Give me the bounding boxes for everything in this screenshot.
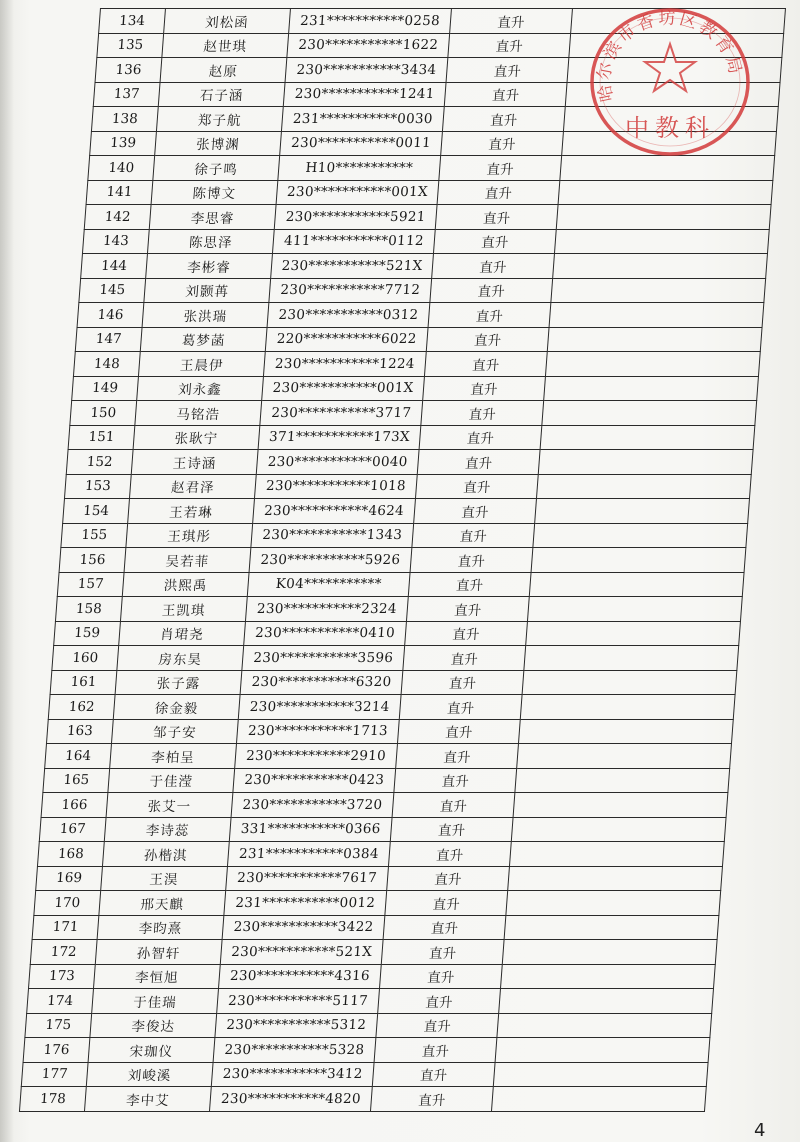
remarks-cell <box>509 842 724 867</box>
student-name-cell: 石子涵 <box>158 82 285 107</box>
table-row <box>93 82 780 107</box>
remarks-cell <box>545 352 760 377</box>
table-row <box>43 768 730 793</box>
remarks-cell <box>506 891 721 916</box>
table-row <box>54 621 741 646</box>
remarks-cell <box>499 989 714 1014</box>
id-number-cell: 230***********5921 <box>274 205 437 230</box>
id-number-cell: 230***********4316 <box>218 964 381 989</box>
admission-type-cell: 直升 <box>379 964 502 989</box>
student-name-cell: 孙楷淇 <box>102 842 229 867</box>
id-number-cell: 230***********7712 <box>269 278 432 303</box>
student-name-cell: 刘峻溪 <box>86 1062 213 1087</box>
student-name-cell: 徐子鸣 <box>153 156 280 181</box>
remarks-cell <box>569 33 784 58</box>
table-row <box>46 719 733 744</box>
student-name-cell: 葛梦菡 <box>140 327 267 352</box>
table-row <box>99 9 786 34</box>
table-row <box>27 989 714 1014</box>
id-number-cell: 230***********3422 <box>222 915 385 940</box>
admission-type-cell: 直升 <box>371 1087 494 1112</box>
student-name-cell: 张艾一 <box>106 793 233 818</box>
remarks-cell <box>522 670 737 695</box>
table-row <box>81 254 768 279</box>
stamp-center-text: 中教科 <box>625 114 715 142</box>
admission-type-cell: 直升 <box>403 646 526 671</box>
id-number-cell: 231***********0030 <box>281 107 444 132</box>
admission-type-cell: 直升 <box>426 327 549 352</box>
id-number-cell: 230***********0312 <box>267 303 430 328</box>
student-name-cell: 洪熙禹 <box>122 572 249 597</box>
table-row <box>57 572 744 597</box>
table-row <box>23 1038 710 1063</box>
student-name-cell: 李恒旭 <box>93 964 220 989</box>
student-name-cell: 张耿宁 <box>133 425 260 450</box>
student-name-cell: 马铭浩 <box>135 401 262 426</box>
id-number-cell: 230***********3434 <box>285 58 448 83</box>
student-name-cell: 宋珈仪 <box>88 1038 215 1063</box>
table-row <box>73 352 760 377</box>
table-row <box>70 401 757 426</box>
id-number-cell: 230***********1622 <box>287 33 450 58</box>
table-row <box>25 1013 712 1038</box>
table-row <box>52 646 739 671</box>
table-row <box>48 695 735 720</box>
admission-type-cell: 直升 <box>376 1013 499 1038</box>
student-name-cell: 王若琳 <box>128 499 255 524</box>
admission-type-cell: 直升 <box>378 989 501 1014</box>
admission-type-cell: 直升 <box>388 842 511 867</box>
admission-type-cell: 直升 <box>442 107 565 132</box>
stamp-ring-text: 哈尔滨市香坊区教育局 <box>594 8 746 104</box>
row-number-cell: 140 <box>88 156 155 181</box>
admission-type-cell: 直升 <box>406 597 529 622</box>
admission-type-cell: 直升 <box>383 915 506 940</box>
id-number-cell: 230***********1224 <box>263 352 426 377</box>
student-name-cell: 刘永鑫 <box>137 376 264 401</box>
admission-type-cell: 直升 <box>446 58 569 83</box>
student-name-cell: 房东昊 <box>117 646 244 671</box>
student-name-cell: 徐金毅 <box>113 695 240 720</box>
row-number-cell: 167 <box>39 817 106 842</box>
student-name-cell: 于佳滢 <box>108 768 235 793</box>
id-number-cell: 230***********3214 <box>238 695 401 720</box>
admission-type-cell: 直升 <box>387 866 510 891</box>
admission-type-cell: 直升 <box>421 401 544 426</box>
id-number-cell: H10*********** <box>278 156 441 181</box>
remarks-cell <box>527 597 742 622</box>
table-row <box>59 548 746 573</box>
student-name-cell: 于佳瑞 <box>92 989 219 1014</box>
student-name-cell: 王诗涵 <box>131 450 258 475</box>
student-roster-table <box>19 8 786 1112</box>
id-number-cell: 230***********521X <box>220 940 383 965</box>
admission-type-cell: 直升 <box>432 254 555 279</box>
row-number-cell: 157 <box>57 572 124 597</box>
id-number-cell: 230***********001X <box>276 180 439 205</box>
table-row <box>20 1087 707 1112</box>
student-name-cell: 刘颢苒 <box>144 278 271 303</box>
remarks-cell <box>538 450 753 475</box>
remarks-cell <box>533 523 748 548</box>
id-number-cell: 230***********2324 <box>245 597 408 622</box>
row-number-cell: 144 <box>81 254 148 279</box>
admission-type-cell: 直升 <box>390 817 513 842</box>
remarks-cell <box>544 376 759 401</box>
row-number-cell: 147 <box>75 327 142 352</box>
remarks-cell <box>511 817 726 842</box>
student-name-cell: 张子露 <box>115 670 242 695</box>
table-row <box>97 33 784 58</box>
row-number-cell: 149 <box>72 376 139 401</box>
table-row <box>95 58 782 83</box>
table-row <box>28 964 715 989</box>
admission-type-cell: 直升 <box>437 180 560 205</box>
row-number-cell: 176 <box>23 1038 90 1063</box>
row-number-cell: 137 <box>93 82 160 107</box>
admission-type-cell: 直升 <box>410 548 533 573</box>
remarks-cell <box>563 107 778 132</box>
id-number-cell: 331***********0366 <box>229 817 392 842</box>
admission-type-cell: 直升 <box>448 33 571 58</box>
admission-type-cell: 直升 <box>435 205 558 230</box>
student-name-cell: 王凯琪 <box>120 597 247 622</box>
table-row <box>64 474 751 499</box>
row-number-cell: 166 <box>41 793 108 818</box>
admission-type-cell: 直升 <box>450 9 573 34</box>
remarks-cell <box>542 401 757 426</box>
student-name-cell: 王琪彤 <box>126 523 253 548</box>
row-number-cell: 145 <box>79 278 146 303</box>
row-number-cell: 136 <box>95 58 162 83</box>
admission-type-cell: 直升 <box>372 1062 495 1087</box>
table-row <box>36 866 723 891</box>
admission-type-cell: 直升 <box>428 303 551 328</box>
row-number-cell: 174 <box>27 989 94 1014</box>
student-name-cell: 刘松函 <box>164 9 291 34</box>
admission-type-cell: 直升 <box>417 450 540 475</box>
student-name-cell: 李思睿 <box>149 205 276 230</box>
remarks-cell <box>518 719 733 744</box>
admission-type-cell: 直升 <box>397 719 520 744</box>
table-row <box>79 278 766 303</box>
admission-type-cell: 直升 <box>396 744 519 769</box>
id-number-cell: 230***********5117 <box>217 989 380 1014</box>
page-edge-shadow <box>0 0 14 1142</box>
student-name-cell: 李中艾 <box>85 1087 212 1112</box>
row-number-cell: 139 <box>90 131 157 156</box>
table-row <box>21 1062 708 1087</box>
remarks-cell <box>549 303 764 328</box>
admission-type-cell: 直升 <box>408 572 531 597</box>
table-row <box>77 303 764 328</box>
row-number-cell: 142 <box>84 205 151 230</box>
admission-type-cell: 直升 <box>374 1038 497 1063</box>
student-name-cell: 李彬睿 <box>146 254 273 279</box>
admission-type-cell: 直升 <box>394 768 517 793</box>
row-number-cell: 159 <box>54 621 121 646</box>
remarks-cell <box>547 327 762 352</box>
table-row <box>41 793 728 818</box>
id-number-cell: 230***********7617 <box>226 866 389 891</box>
student-name-cell: 赵君泽 <box>129 474 256 499</box>
row-number-cell: 148 <box>73 352 140 377</box>
remarks-cell <box>540 425 755 450</box>
row-number-cell: 158 <box>55 597 122 622</box>
remarks-cell <box>556 205 771 230</box>
admission-type-cell: 直升 <box>430 278 553 303</box>
remarks-cell <box>497 1013 712 1038</box>
id-number-cell: 230***********3412 <box>211 1062 374 1087</box>
remarks-cell <box>526 621 741 646</box>
table-row <box>63 499 750 524</box>
id-number-cell: 231***********0258 <box>289 9 452 34</box>
admission-type-cell: 直升 <box>381 940 504 965</box>
student-name-cell: 王淏 <box>101 866 228 891</box>
student-name-cell: 李柏呈 <box>110 744 237 769</box>
table-row <box>90 131 777 156</box>
table-row <box>55 597 742 622</box>
id-number-cell: 230***********4624 <box>253 499 416 524</box>
table-row <box>50 670 737 695</box>
admission-type-cell: 直升 <box>441 131 564 156</box>
student-name-cell: 张洪瑞 <box>142 303 269 328</box>
table-row <box>61 523 748 548</box>
remarks-cell <box>551 278 766 303</box>
remarks-cell <box>517 744 732 769</box>
table-row <box>88 156 775 181</box>
admission-type-cell: 直升 <box>444 82 567 107</box>
remarks-cell <box>562 131 777 156</box>
table-row <box>82 229 769 254</box>
row-number-cell: 165 <box>43 768 110 793</box>
student-name-cell: 王晨伊 <box>138 352 265 377</box>
row-number-cell: 160 <box>52 646 119 671</box>
table-row <box>68 425 755 450</box>
admission-type-cell: 直升 <box>412 523 535 548</box>
table-row <box>91 107 778 132</box>
id-number-cell: 230***********2910 <box>235 744 398 769</box>
row-number-cell: 170 <box>34 891 101 916</box>
remarks-cell <box>493 1062 708 1087</box>
id-number-cell: 230***********3596 <box>242 646 405 671</box>
page-number: 4 <box>754 1120 766 1141</box>
student-name-cell: 郑子航 <box>156 107 283 132</box>
id-number-cell: K04*********** <box>247 572 410 597</box>
remarks-cell <box>529 572 744 597</box>
table-row <box>30 940 717 965</box>
admission-type-cell: 直升 <box>401 670 524 695</box>
table-row <box>86 180 773 205</box>
admission-type-cell: 直升 <box>415 474 538 499</box>
row-number-cell: 172 <box>30 940 97 965</box>
student-name-cell: 邹子安 <box>111 719 238 744</box>
roster-body <box>20 9 786 1112</box>
admission-type-cell: 直升 <box>385 891 508 916</box>
id-number-cell: 371***********173X <box>258 425 421 450</box>
row-number-cell: 163 <box>46 719 113 744</box>
student-name-cell: 李昀熹 <box>97 915 224 940</box>
row-number-cell: 151 <box>68 425 135 450</box>
table-row <box>34 891 721 916</box>
row-number-cell: 150 <box>70 401 137 426</box>
id-number-cell: 230***********3717 <box>260 401 423 426</box>
row-number-cell: 156 <box>59 548 126 573</box>
student-name-cell: 李俊达 <box>90 1013 217 1038</box>
row-number-cell: 154 <box>63 499 130 524</box>
student-name-cell: 吴若菲 <box>124 548 251 573</box>
id-number-cell: 230***********1018 <box>254 474 417 499</box>
remarks-cell <box>554 229 769 254</box>
row-number-cell: 141 <box>86 180 153 205</box>
row-number-cell: 173 <box>28 964 95 989</box>
remarks-cell <box>502 940 717 965</box>
id-number-cell: 231***********0012 <box>224 891 387 916</box>
id-number-cell: 230***********4820 <box>210 1087 373 1112</box>
remarks-cell <box>558 180 773 205</box>
remarks-cell <box>500 964 715 989</box>
remarks-cell <box>504 915 719 940</box>
admission-type-cell: 直升 <box>423 376 546 401</box>
id-number-cell: 230***********6320 <box>240 670 403 695</box>
remarks-cell <box>495 1038 710 1063</box>
row-number-cell: 178 <box>20 1087 87 1112</box>
id-number-cell: 230***********5926 <box>249 548 412 573</box>
remarks-cell <box>508 866 723 891</box>
row-number-cell: 135 <box>97 33 164 58</box>
row-number-cell: 134 <box>99 9 166 34</box>
id-number-cell: 230***********1713 <box>236 719 399 744</box>
admission-type-cell: 直升 <box>433 229 556 254</box>
student-name-cell: 赵原 <box>160 58 287 83</box>
admission-type-cell: 直升 <box>405 621 528 646</box>
remarks-cell <box>553 254 768 279</box>
admission-type-cell: 直升 <box>439 156 562 181</box>
id-number-cell: 411***********0112 <box>272 229 435 254</box>
row-number-cell: 155 <box>61 523 128 548</box>
id-number-cell: 231***********0384 <box>227 842 390 867</box>
id-number-cell: 230***********1343 <box>251 523 414 548</box>
student-name-cell: 李诗蕊 <box>104 817 231 842</box>
admission-type-cell: 直升 <box>414 499 537 524</box>
remarks-cell <box>567 58 782 83</box>
remarks-cell <box>513 793 728 818</box>
table-row <box>84 205 771 230</box>
remarks-cell <box>492 1087 707 1112</box>
student-name-cell: 邢天麒 <box>99 891 226 916</box>
student-name-cell: 孙智轩 <box>95 940 222 965</box>
id-number-cell: 230***********5328 <box>213 1038 376 1063</box>
row-number-cell: 171 <box>32 915 99 940</box>
id-number-cell: 230***********3720 <box>231 793 394 818</box>
table-row <box>39 817 726 842</box>
student-name-cell: 肖珺尧 <box>119 621 246 646</box>
student-name-cell: 张博渊 <box>155 131 282 156</box>
remarks-cell <box>536 474 751 499</box>
row-number-cell: 143 <box>82 229 149 254</box>
row-number-cell: 161 <box>50 670 117 695</box>
remarks-cell <box>565 82 780 107</box>
table-row <box>37 842 724 867</box>
admission-type-cell: 直升 <box>399 695 522 720</box>
remarks-cell <box>560 156 775 181</box>
id-number-cell: 230***********0040 <box>256 450 419 475</box>
table-row <box>75 327 762 352</box>
row-number-cell: 168 <box>37 842 104 867</box>
id-number-cell: 230***********5312 <box>215 1013 378 1038</box>
admission-type-cell: 直升 <box>424 352 547 377</box>
row-number-cell: 175 <box>25 1013 92 1038</box>
row-number-cell: 152 <box>66 450 133 475</box>
row-number-cell: 146 <box>77 303 144 328</box>
id-number-cell: 230***********001X <box>262 376 425 401</box>
row-number-cell: 153 <box>64 474 131 499</box>
id-number-cell: 230***********0423 <box>233 768 396 793</box>
student-name-cell: 陈博文 <box>151 180 278 205</box>
row-number-cell: 162 <box>48 695 115 720</box>
student-name-cell: 赵世琪 <box>162 33 289 58</box>
remarks-cell <box>535 499 750 524</box>
table-row <box>72 376 759 401</box>
id-number-cell: 230***********0410 <box>244 621 407 646</box>
id-number-cell: 230***********521X <box>271 254 434 279</box>
row-number-cell: 138 <box>91 107 158 132</box>
remarks-cell <box>520 695 735 720</box>
row-number-cell: 169 <box>36 866 103 891</box>
student-roster-table-wrapper <box>19 8 790 1112</box>
table-row <box>45 744 732 769</box>
remarks-cell <box>524 646 739 671</box>
id-number-cell: 230***********0011 <box>280 131 443 156</box>
remarks-cell <box>571 9 786 34</box>
admission-type-cell: 直升 <box>419 425 542 450</box>
student-name-cell: 陈思泽 <box>147 229 274 254</box>
remarks-cell <box>515 768 730 793</box>
row-number-cell: 164 <box>45 744 112 769</box>
table-row <box>32 915 719 940</box>
row-number-cell: 177 <box>21 1062 88 1087</box>
remarks-cell <box>531 548 746 573</box>
id-number-cell: 230***********1241 <box>283 82 446 107</box>
id-number-cell: 220***********6022 <box>265 327 428 352</box>
table-row <box>66 450 753 475</box>
admission-type-cell: 直升 <box>392 793 515 818</box>
